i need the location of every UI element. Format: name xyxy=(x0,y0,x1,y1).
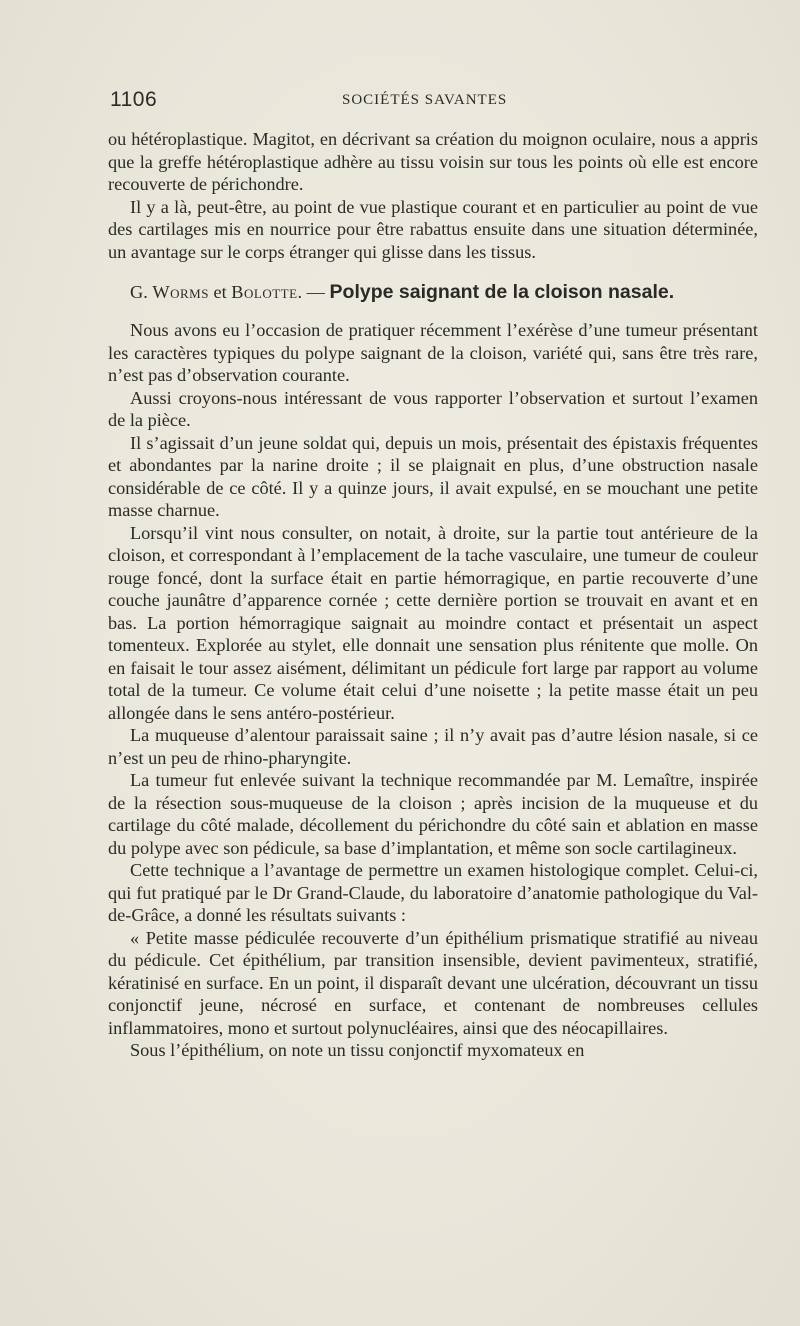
paragraph-quote: « Petite masse pédiculée recouverte d’un épithélium prismatique stratifié au niveau du pédicule. Cet épithélium, par transition insensible, devient pavimenteux, stratifié, kératinisé en surface. En un point, il disparaît devant une ulcération, découvrant un tissu conjonctif jeune, nécrosé en surface, et contenant de nombreuses cellules inflammatoires, mono et surtout polynucléaires, ainsi que des néocapillaires. xyxy=(108,927,758,1038)
heading-dash: . — xyxy=(297,282,330,302)
paragraph: La tumeur fut enlevée suivant la technique recommandée par M. Lemaître, inspirée de la résection sous-muqueuse de la cloison ; après incision de la muqueuse et du cartilage du côté malade, décollement du périchondre du côté sain et ablation en masse du polype avec son pédicule, sa base d’implantation, et même son socle cartilagineux. xyxy=(108,770,758,858)
authors-prefix: G. xyxy=(130,282,153,302)
paragraph: Lorsqu’il vint nous consulter, on notait, à droite, sur la partie tout antérieure de la cloison, et correspondant à l’emplacement de la tache vasculaire, une tumeur de couleur rouge foncé, dont la surface était en partie hémorragique, en partie recouverte d’une couche jaunâtre d’apparence cornée ; cette dernière portion se trouvait en avant et en bas. La portion hémorragique saignait au moindre contact et présentait un aspect tomenteux. Explorée au stylet, elle donnait une sensation plus rénitente que molle. On en faisait le tour assez aisément, délimitant un pédicule fort large par rapport au volume total de la tumeur. Ce volume était celui d’une noisette ; la petite masse était un peu allongée dans le sens antéro-postérieur. xyxy=(108,522,758,723)
body-text xyxy=(108,128,758,1062)
paragraph: Il s’agissait d’un jeune soldat qui, depuis un mois, présentait des épistaxis fréquentes et abondantes par la narine droite ; il se plaignait en plus, d’une obstruction nasale considérable de ce côté. Il y a quinze jours, il avait expulsé, en se mouchant une petite masse charnue. xyxy=(108,432,758,520)
section-heading xyxy=(108,279,758,305)
authors-conjunction: et xyxy=(208,282,232,302)
paragraph: Nous avons eu l’occasion de pratiquer récemment l’exérèse d’une tumeur présentant les caractères typiques du polype saignant de la cloison, variété qui, sans être très rare, n’est pas d’observation courante. xyxy=(108,320,758,385)
author-bolotte: Bolotte xyxy=(231,282,298,302)
article-title: Polype saignant de la cloison nasale. xyxy=(329,281,675,303)
author-worms: Worms xyxy=(152,282,209,302)
paragraph-continued: ou hétéroplastique. Magitot, en décrivant sa création du moignon oculaire, nous a appris que la greffe hétéroplastique adhère au tissu voisin sur tous les points où elle est encore recouverte de périchondre. xyxy=(108,129,758,194)
paragraph: Aussi croyons-nous intéressant de vous rapporter l’observation et surtout l’examen de la pièce. xyxy=(108,387,758,430)
paragraph-truncated: Sous l’épithélium, on note un tissu conjonctif myxomateux en xyxy=(130,1040,585,1060)
running-title: SOCIÉTÉS SAVANTES xyxy=(342,92,508,108)
page-number: 1106 xyxy=(110,88,158,111)
paragraph: Cette technique a l’avantage de permettre un examen histologique complet. Celui-ci, qui fut pratiqué par le Dr Grand-Claude, du laboratoire d’anatomie pathologique du Val-de-Grâce, a donné les résultats suivants : xyxy=(108,860,758,925)
paragraph: La muqueuse d’alentour paraissait saine ; il n’y avait pas d’autre lésion nasale, si ce n’est un peu de rhino-pharyngite. xyxy=(108,725,758,768)
paragraph: Il y a là, peut-être, au point de vue plastique courant et en particulier au point de vue des cartilages mis en nourrice pour être rabattus ensuite dans une situation déterminée, un avantage sur le corps étranger qui glisse dans les tissus. xyxy=(108,196,758,262)
running-head xyxy=(110,88,755,114)
